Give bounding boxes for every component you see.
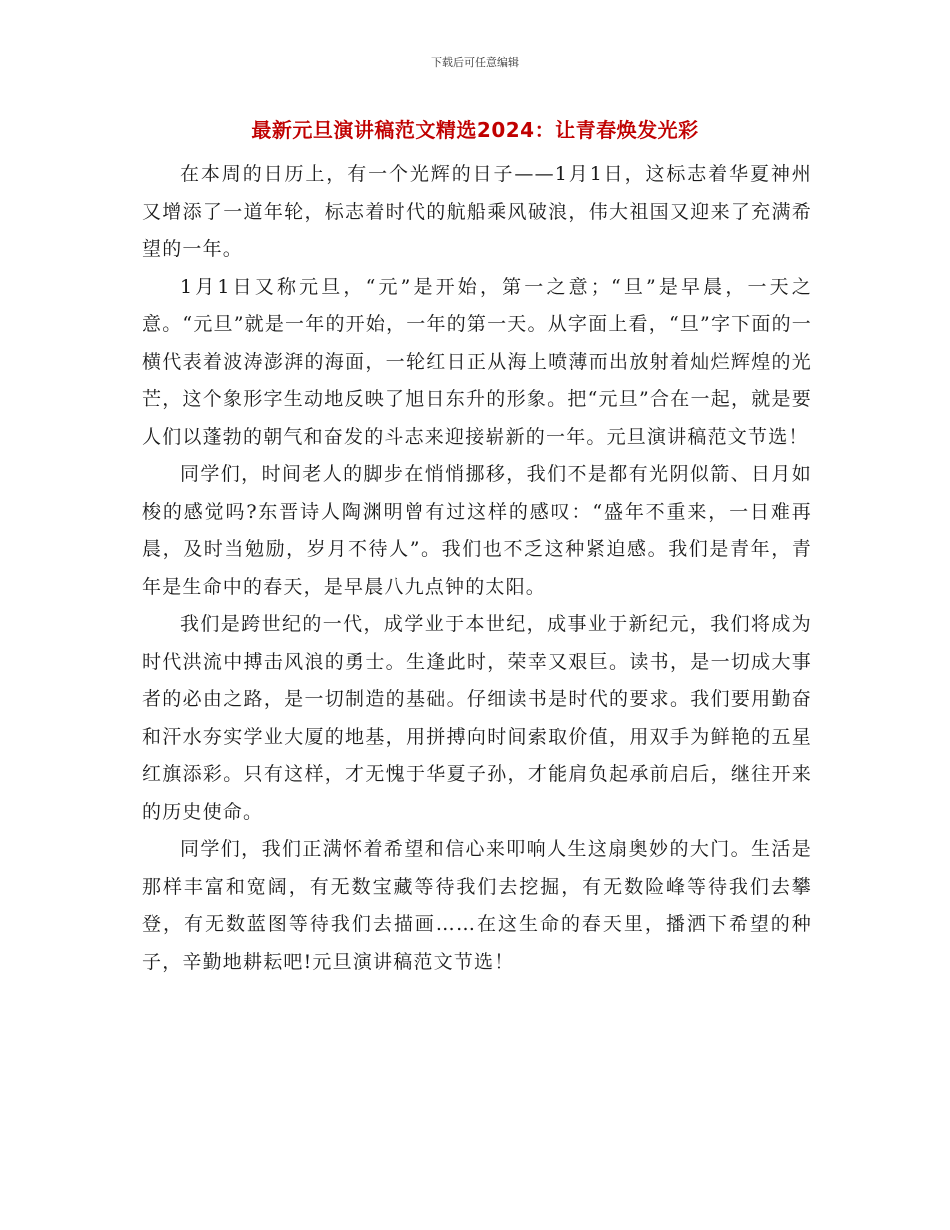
document-title: 最新元旦演讲稿范文精选2024：让青春焕发光彩	[251, 118, 699, 142]
document-body	[142, 156, 812, 981]
paragraph-5: 同学们，我们正满怀着希望和信心来叩响人生这扇奥妙的大门。生活是那样丰富和宽阔，有无数宝藏等待我们去挖掘，有无数险峰等待我们去攀登，有无数蓝图等待我们去描画……在这生命的春天里，播洒下希望的种子，辛勤地耕耘吧!元旦演讲稿范文节选！	[142, 838, 812, 973]
paragraph-1: 在本周的日历上，有一个光辉的日子——1月1日，这标志着华夏神州又增添了一道年轮，标志着时代的航船乘风破浪，伟大祖国又迎来了充满希望的一年。	[142, 163, 812, 260]
paragraph-3: 同学们，时间老人的脚步在悄悄挪移，我们不是都有光阴似箭、日月如梭的感觉吗?东晋诗人陶渊明曾有过这样的感叹：“盛年不重来，一日难再晨，及时当勉励，岁月不待人”。我们也不乏这种紧迫感。我们是青年，青年是生命中的春天，是早晨八九点钟的太阳。	[142, 463, 812, 598]
paragraph-2: 1月1日又称元旦，“元”是开始，第一之意；“旦”是早晨，一天之意。“元旦”就是一年的开始，一年的第一天。从字面上看，“旦”字下面的一横代表着波涛澎湃的海面，一轮红日正从海上喷薄而出放射着灿烂辉煌的光芒，这个象形字生动地反映了旭日东升的形象。把“元旦”合在一起，就是要人们以蓬勃的朝气和奋发的斗志来迎接崭新的一年。元旦演讲稿范文节选！	[142, 275, 812, 448]
page-header-note: 下载后可任意编辑	[431, 56, 519, 69]
paragraph-4: 我们是跨世纪的一代，成学业于本世纪，成事业于新纪元，我们将成为时代洪流中搏击风浪的勇士。生逢此时，荣幸又艰巨。读书，是一切成大事者的必由之路，是一切制造的基础。仔细读书是时代的要求。我们要用勤奋和汗水夯实学业大厦的地基，用拼搏向时间索取价值，用双手为鲜艳的五星红旗添彩。只有这样，才无愧于华夏子孙，才能肩负起承前启后，继往开来的历史使命。	[142, 613, 812, 823]
